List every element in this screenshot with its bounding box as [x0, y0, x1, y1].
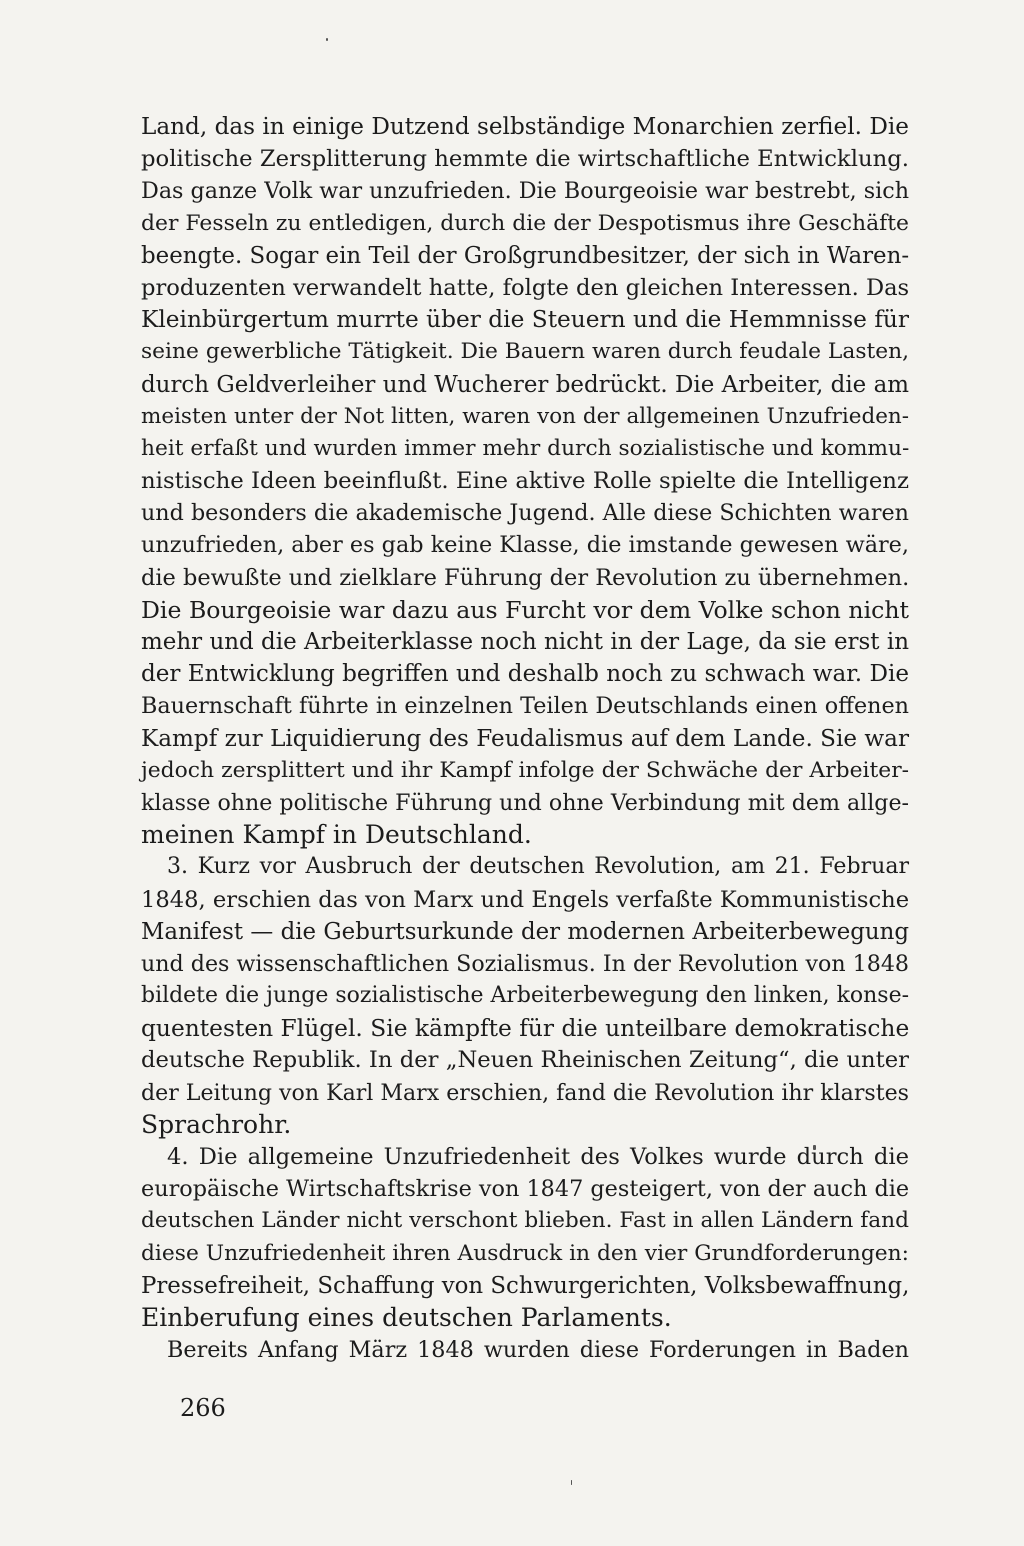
text-line: Manifest — die Geburtsurkunde der modernen Arbeiterbewegung	[141, 918, 909, 945]
text-line: unzufrieden, aber es gab keine Klasse, die imstande gewesen wäre,	[141, 532, 909, 559]
text-line: der Fesseln zu entledigen, durch die der Despotismus ihre Geschäfte	[141, 210, 909, 236]
text-line: Sprachrohr.	[141, 1109, 292, 1139]
text-line: seine gewerbliche Tätigkeit. Die Bauern waren durch feudale Lasten,	[141, 339, 910, 365]
text-line: klasse ohne politische Führung und ohne Verbindung mit dem allge-	[141, 789, 909, 816]
text-line: die bewußte und zielklare Führung der Revolution zu übernehmen.	[141, 564, 910, 591]
text-line: deutschen Länder nicht verschont blieben. Fast in allen Ländern fand	[141, 1208, 909, 1234]
dust-speck	[571, 1480, 572, 1485]
text-line: 4. Die allgemeine Unzufriedenheit des Volkes wurde durch die	[167, 1144, 909, 1170]
text-line: und des wissenschaftlichen Sozialismus. In der Revolution von 1848	[141, 950, 909, 977]
text-line: 3. Kurz vor Ausbruch der deutschen Revolution, am 21. Februar	[167, 854, 909, 880]
text-line: quentesten Flügel. Sie kämpfte für die unteilbare demokratische	[141, 1014, 910, 1043]
text-line: und besonders die akademische Jugend. Alle diese Schichten waren	[141, 500, 909, 527]
text-line: der Leitung von Karl Marx erschien, fand die Revolution ihr klarstes	[141, 1079, 909, 1106]
text-line: mehr und die Arbeiterklasse noch nicht in der Lage, da sie erst in	[141, 629, 909, 655]
text-line: bildete die junge sozialistische Arbeiterbewegung den linken, konse-	[141, 983, 909, 1009]
text-line: nistische Ideen beeinflußt. Eine aktive Rolle spielte die Intelligenz	[141, 468, 909, 495]
text-line: beengte. Sogar ein Teil der Großgrundbesitzer, der sich in Waren-	[141, 242, 910, 269]
text-line: der Entwicklung begriffen und deshalb noch zu schwach war. Die	[141, 661, 909, 688]
text-line: heit erfaßt und wurden immer mehr durch sozialistische und kommu-	[141, 435, 910, 461]
text-line: Kampf zur Liquidierung des Feudalismus auf dem Lande. Sie war	[141, 725, 909, 752]
text-line: meinen Kampf in Deutschland.	[141, 820, 532, 850]
text-line: Das ganze Volk war unzufrieden. Die Bourgeoisie war bestrebt, sich	[141, 178, 910, 205]
text-line: produzenten verwandelt hatte, folgte den gleichen Interessen. Das	[141, 274, 910, 301]
text-line: deutsche Republik. In der „Neuen Rheinischen Zeitung“, die unter	[141, 1047, 909, 1074]
text-line: Einberufung eines deutschen Parlaments.	[141, 1302, 672, 1332]
page-number: 266	[180, 1394, 226, 1422]
body-text	[141, 111, 909, 1366]
text-line: Die Bourgeoisie war dazu aus Furcht vor dem Volke schon nicht	[141, 595, 909, 624]
text-line: diese Unzufriedenheit ihren Ausdruck in den vier Grundforderungen:	[141, 1240, 909, 1266]
text-line: Bauernschaft führte in einzelnen Teilen Deutschlands einen offenen	[141, 693, 909, 720]
text-line: europäische Wirtschaftskrise von 1847 gesteigert, von der auch die	[141, 1176, 910, 1203]
text-line: Bereits Anfang März 1848 wurden diese Forderungen in Baden	[167, 1337, 909, 1364]
text-line: Pressefreiheit, Schaffung von Schwurgerichten, Volksbewaffnung,	[141, 1272, 910, 1299]
text-line: durch Geldverleiher und Wucherer bedrückt. Die Arbeiter, die am	[141, 371, 909, 398]
text-line: Kleinbürgertum murrte über die Steuern und die Hemmnisse für	[141, 306, 909, 334]
text-line: politische Zersplitterung hemmte die wirtschaftliche Entwicklung.	[141, 146, 909, 173]
text-line: jedoch zersplittert und ihr Kampf infolge der Schwäche der Arbeiter-	[141, 757, 909, 783]
dust-speck	[326, 38, 328, 41]
text-line: meisten unter der Not litten, waren von der allgemeinen Unzufrieden-	[141, 403, 909, 429]
text-line: Land, das in einige Dutzend selbständige Monarchien zerfiel. Die	[141, 114, 909, 140]
text-line: 1848, erschien das von Marx und Engels verfaßte Kommunistische	[141, 886, 910, 913]
